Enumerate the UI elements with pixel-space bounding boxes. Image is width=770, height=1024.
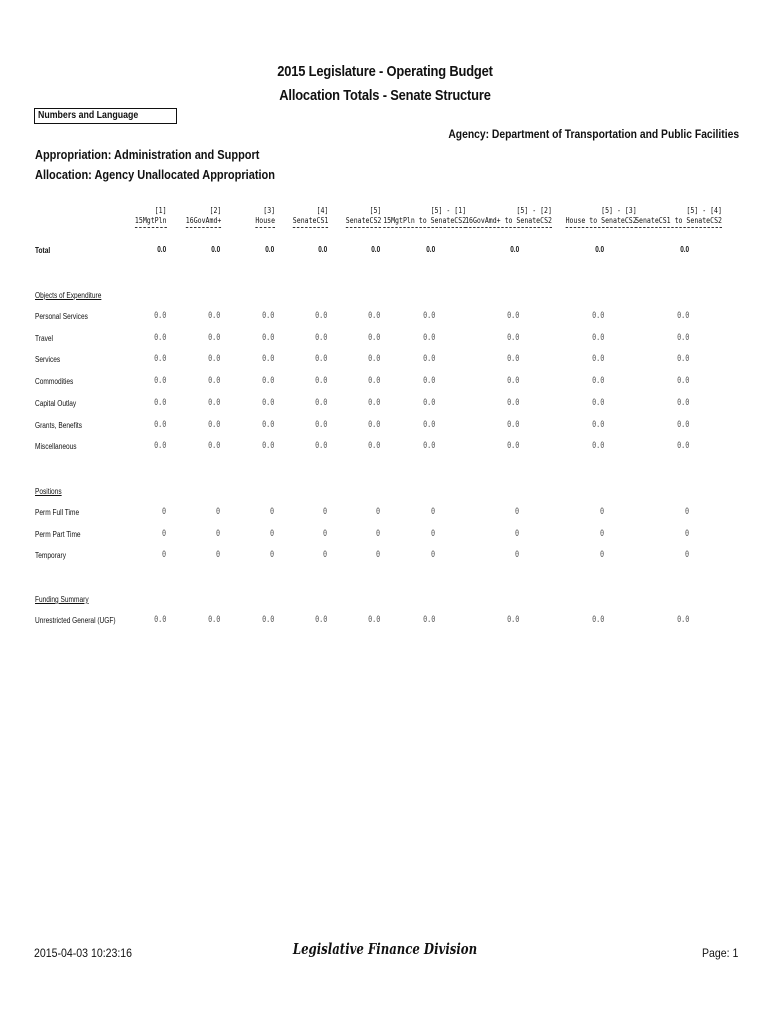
row-label: Temporary — [35, 551, 66, 560]
table-cell: 0.0 — [422, 441, 435, 451]
footer-page-number: Page: 1 — [701, 946, 738, 960]
agency-label: Agency: Department of Transportation and Public Facilities — [448, 127, 739, 141]
table-cell: 0.0 — [211, 245, 220, 254]
table-cell: 0.0 — [318, 245, 327, 254]
table-cell: 0 — [269, 550, 274, 560]
column-label: 16GovAmd+ to SenateCS2 — [465, 216, 552, 228]
table-cell: 0.0 — [422, 333, 435, 343]
column-header — [292, 206, 328, 228]
column-number: [5] - [2] — [516, 206, 552, 215]
table-cell: 0.0 — [676, 311, 689, 321]
column-label: 15MgtPln to SenateCS2 — [383, 216, 466, 228]
section-title: Funding Summary — [35, 595, 89, 604]
table-cell: 0 — [161, 529, 166, 539]
table-cell: 0.0 — [367, 376, 380, 386]
table-cell: 0 — [375, 550, 380, 560]
table-cell: 0.0 — [676, 398, 689, 408]
table-cell: 0.0 — [591, 441, 604, 451]
table-cell: 0.0 — [422, 615, 435, 625]
column-number: [5] - [1] — [430, 206, 466, 215]
column-number: [1] — [155, 206, 167, 215]
table-cell: 0 — [215, 507, 220, 517]
total-row-label: Total — [35, 246, 51, 255]
table-cell: 0 — [161, 550, 166, 560]
table-cell: 0.0 — [591, 398, 604, 408]
column-number: [5] - [4] — [686, 206, 722, 215]
table-cell: 0.0 — [207, 354, 220, 364]
table-cell: 0.0 — [314, 420, 327, 430]
table-cell: 0.0 — [506, 376, 519, 386]
table-cell: 0.0 — [367, 354, 380, 364]
table-cell: 0.0 — [153, 376, 166, 386]
row-label: Unrestricted General (UGF) — [35, 616, 116, 625]
table-cell: 0.0 — [367, 333, 380, 343]
section-title: Positions — [35, 487, 62, 496]
column-label: SenateCS1 to SenateCS2 — [635, 216, 722, 228]
table-cell: 0 — [161, 507, 166, 517]
column-label: 16GovAmd+ — [185, 216, 221, 228]
table-cell: 0.0 — [591, 333, 604, 343]
row-label: Perm Full Time — [35, 508, 80, 517]
column-header — [465, 206, 552, 228]
table-cell: 0.0 — [506, 311, 519, 321]
table-cell: 0.0 — [676, 615, 689, 625]
column-header — [566, 206, 637, 228]
table-cell: 0.0 — [676, 333, 689, 343]
table-cell: 0.0 — [422, 354, 435, 364]
table-cell: 0.0 — [367, 420, 380, 430]
table-cell: 0.0 — [314, 311, 327, 321]
appropriation-label: Appropriation: Administration and Support — [35, 148, 260, 162]
table-cell: 0 — [599, 550, 604, 560]
section-title: Objects of Expenditure — [35, 291, 102, 300]
table-cell: 0 — [684, 529, 689, 539]
report-title: 2015 Legislature - Operating Budget — [277, 63, 493, 80]
table-cell: 0.0 — [506, 615, 519, 625]
table-cell: 0 — [684, 507, 689, 517]
table-cell: 0.0 — [314, 441, 327, 451]
table-cell: 0.0 — [510, 245, 519, 254]
table-cell: 0.0 — [506, 441, 519, 451]
table-cell: 0.0 — [153, 441, 166, 451]
table-cell: 0 — [375, 507, 380, 517]
table-cell: 0.0 — [261, 398, 274, 408]
table-cell: 0.0 — [367, 311, 380, 321]
table-cell: 0 — [514, 529, 519, 539]
column-header — [635, 206, 722, 228]
table-cell: 0.0 — [591, 615, 604, 625]
table-cell: 0 — [215, 550, 220, 560]
table-cell: 0.0 — [680, 245, 689, 254]
table-cell: 0.0 — [207, 311, 220, 321]
table-cell: 0 — [514, 507, 519, 517]
table-cell: 0.0 — [371, 245, 380, 254]
table-cell: 0.0 — [506, 354, 519, 364]
table-cell: 0.0 — [153, 354, 166, 364]
table-cell: 0 — [599, 507, 604, 517]
table-cell: 0.0 — [261, 333, 274, 343]
table-cell: 0.0 — [422, 376, 435, 386]
table-cell: 0.0 — [591, 376, 604, 386]
table-cell: 0.0 — [676, 420, 689, 430]
numbers-language-label: Numbers and Language — [38, 110, 139, 121]
table-cell: 0 — [322, 550, 327, 560]
table-cell: 0.0 — [153, 311, 166, 321]
table-cell: 0 — [322, 529, 327, 539]
table-cell: 0.0 — [506, 398, 519, 408]
table-cell: 0.0 — [261, 311, 274, 321]
table-cell: 0.0 — [153, 333, 166, 343]
table-cell: 0.0 — [153, 420, 166, 430]
table-cell: 0.0 — [157, 245, 166, 254]
table-cell: 0.0 — [591, 354, 604, 364]
table-cell: 0 — [322, 507, 327, 517]
table-cell: 0.0 — [261, 354, 274, 364]
table-cell: 0.0 — [153, 615, 166, 625]
column-number: [3] — [263, 206, 275, 215]
table-cell: 0 — [514, 550, 519, 560]
row-label: Miscellaneous — [35, 442, 77, 451]
table-cell: 0.0 — [591, 420, 604, 430]
column-label: House to SenateCS2 — [566, 216, 637, 228]
table-cell: 0.0 — [261, 420, 274, 430]
column-number: [4] — [316, 206, 328, 215]
table-cell: 0 — [430, 550, 435, 560]
report-subtitle: Allocation Totals - Senate Structure — [279, 87, 491, 104]
table-cell: 0.0 — [506, 420, 519, 430]
footer-timestamp: 2015-04-03 10:23:16 — [34, 946, 133, 960]
table-cell: 0.0 — [367, 615, 380, 625]
table-cell: 0.0 — [422, 420, 435, 430]
table-cell: 0.0 — [422, 398, 435, 408]
table-cell: 0.0 — [676, 354, 689, 364]
column-number: [5] - [3] — [601, 206, 637, 215]
allocation-label: Allocation: Agency Unallocated Appropriation — [35, 168, 275, 182]
footer-division: Legislative Finance Division — [292, 940, 478, 958]
table-cell: 0.0 — [261, 615, 274, 625]
table-cell: 0.0 — [314, 615, 327, 625]
table-cell: 0.0 — [207, 615, 220, 625]
column-label: House — [255, 216, 275, 228]
numbers-language-box — [34, 108, 177, 124]
table-cell: 0.0 — [367, 441, 380, 451]
table-cell: 0.0 — [314, 333, 327, 343]
table-cell: 0.0 — [422, 311, 435, 321]
table-cell: 0.0 — [261, 376, 274, 386]
table-cell: 0.0 — [595, 245, 604, 254]
table-cell: 0 — [375, 529, 380, 539]
column-label: SenateCS1 — [292, 216, 328, 228]
column-header — [135, 206, 167, 228]
column-header — [383, 206, 466, 228]
row-label: Services — [35, 355, 61, 364]
table-cell: 0.0 — [426, 245, 435, 254]
table-cell: 0 — [599, 529, 604, 539]
table-cell: 0 — [269, 529, 274, 539]
table-cell: 0.0 — [207, 420, 220, 430]
column-header — [255, 206, 275, 228]
row-label: Commodities — [35, 377, 74, 386]
table-cell: 0.0 — [314, 376, 327, 386]
table-cell: 0.0 — [506, 333, 519, 343]
table-cell: 0.0 — [207, 441, 220, 451]
table-cell: 0.0 — [265, 245, 274, 254]
row-label: Capital Outlay — [35, 399, 77, 408]
table-cell: 0.0 — [676, 376, 689, 386]
table-cell: 0 — [684, 550, 689, 560]
row-label: Grants, Benefits — [35, 421, 83, 430]
table-cell: 0 — [215, 529, 220, 539]
column-header — [345, 206, 381, 228]
table-cell: 0.0 — [261, 441, 274, 451]
column-number: [2] — [209, 206, 221, 215]
table-cell: 0 — [430, 529, 435, 539]
table-cell: 0.0 — [153, 398, 166, 408]
row-label: Travel — [35, 334, 53, 343]
table-cell: 0 — [269, 507, 274, 517]
row-label: Perm Part Time — [35, 530, 81, 539]
table-cell: 0 — [430, 507, 435, 517]
table-cell: 0.0 — [207, 333, 220, 343]
table-cell: 0.0 — [591, 311, 604, 321]
table-cell: 0.0 — [207, 376, 220, 386]
table-cell: 0.0 — [314, 398, 327, 408]
table-cell: 0.0 — [676, 441, 689, 451]
row-label: Personal Services — [35, 312, 88, 321]
table-cell: 0.0 — [314, 354, 327, 364]
table-cell: 0.0 — [367, 398, 380, 408]
column-label: SenateCS2 — [345, 216, 381, 228]
column-number: [5] — [369, 206, 381, 215]
column-header — [185, 206, 221, 228]
column-label: 15MgtPln — [135, 216, 167, 228]
table-cell: 0.0 — [207, 398, 220, 408]
